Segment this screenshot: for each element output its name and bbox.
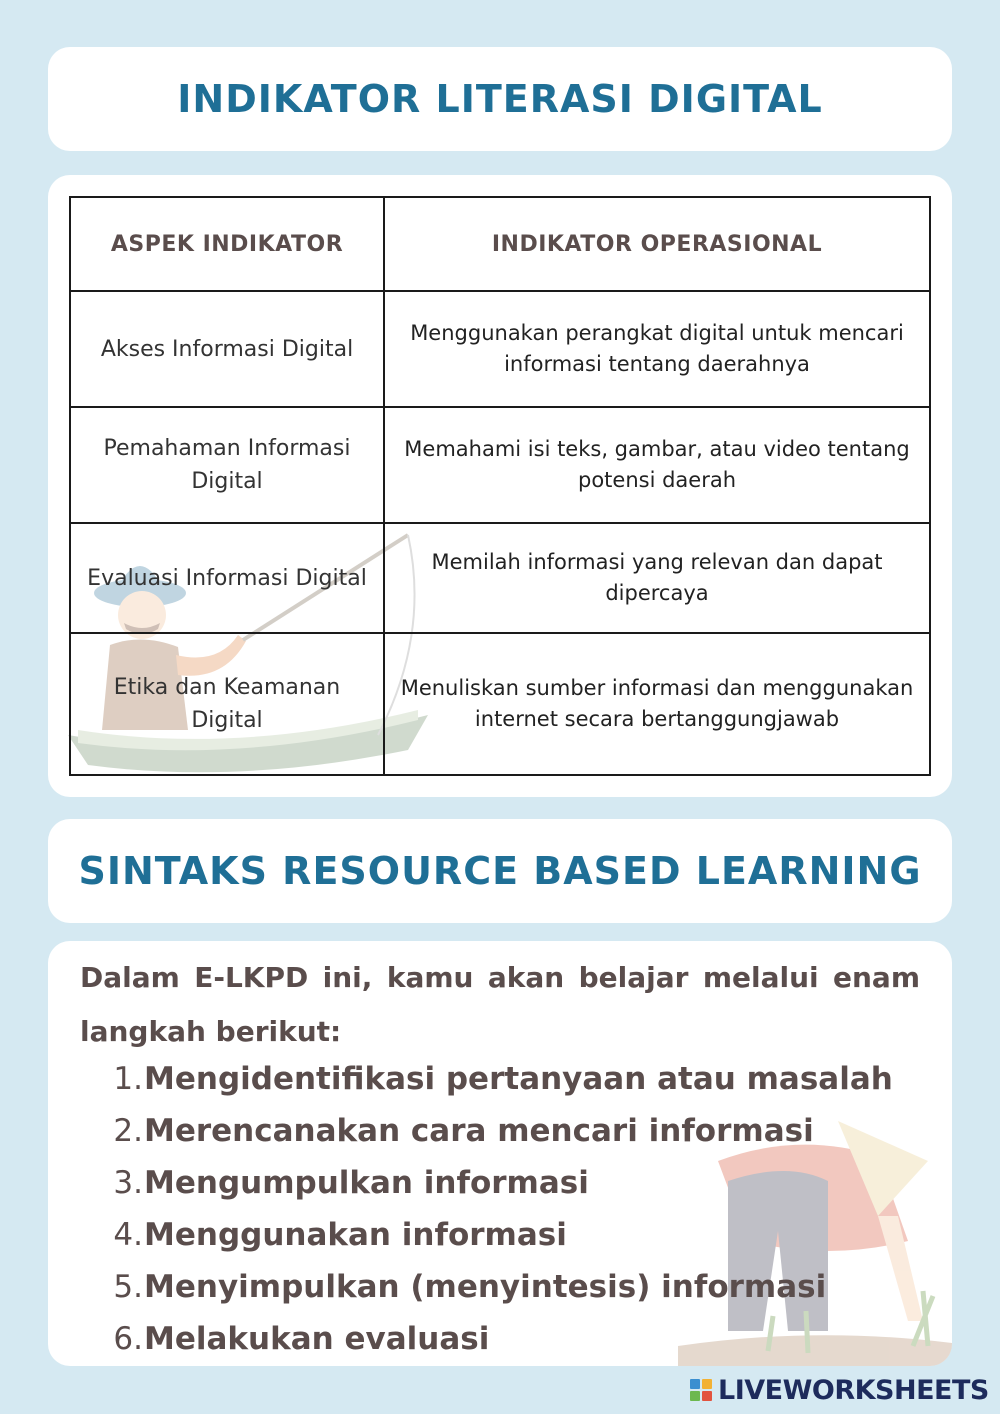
indicator-cell: Memahami isi teks, gambar, atau video tentang potensi daerah xyxy=(384,407,930,523)
section-title: INDIKATOR LITERASI DIGITAL xyxy=(177,77,823,121)
table-row xyxy=(70,291,930,407)
step-text: Mengumpulkan informasi xyxy=(144,1165,589,1201)
table-row xyxy=(70,523,930,633)
aspect-cell: Etika dan Keamanan Digital xyxy=(70,633,384,775)
header-aspect: ASPEK INDIKATOR xyxy=(70,197,384,291)
section-title-card xyxy=(48,819,952,923)
brand-name: LIVEWORKSHEETS xyxy=(718,1374,989,1406)
steps-intro: Dalam E-LKPD ini, kamu akan belajar melalui enam langkah berikut: xyxy=(80,961,920,1048)
indicator-cell: Memilah informasi yang relevan dan dapat dipercaya xyxy=(384,523,930,633)
step-number: 6. xyxy=(113,1321,143,1357)
liveworksheets-icon xyxy=(690,1379,712,1401)
indicator-cell: Menggunakan perangkat digital untuk mencari informasi tentang daerahnya xyxy=(384,291,930,407)
step-text: Merencanakan cara mencari informasi xyxy=(144,1113,814,1149)
step-number: 3. xyxy=(113,1165,143,1201)
step-number: 2. xyxy=(113,1113,143,1149)
farmer-illustration xyxy=(678,1121,952,1366)
aspect-cell: Pemahaman Informasi Digital xyxy=(70,407,384,523)
step-number: 1. xyxy=(113,1061,143,1097)
table-row xyxy=(70,407,930,523)
step-text: Menggunakan informasi xyxy=(144,1217,567,1253)
section-title: SINTAKS RESOURCE BASED LEARNING xyxy=(78,849,922,893)
liveworksheets-logo[interactable] xyxy=(690,1374,989,1406)
steps-card xyxy=(48,941,952,1366)
step-text: Melakukan evaluasi xyxy=(144,1321,490,1357)
aspect-cell: Akses Informasi Digital xyxy=(70,291,384,407)
section-title-card xyxy=(48,47,952,151)
table-header-row xyxy=(70,197,930,291)
header-indicator: INDIKATOR OPERASIONAL xyxy=(384,197,930,291)
step-number: 5. xyxy=(113,1269,143,1305)
indicator-table xyxy=(69,196,931,776)
indicator-cell: Menuliskan sumber informasi dan menggunakan internet secara bertanggungjawab xyxy=(384,633,930,775)
step-text: Mengidentifikasi pertanyaan atau masalah xyxy=(144,1061,893,1097)
step-text: Menyimpulkan (menyintesis) informasi xyxy=(144,1269,827,1305)
indicator-table-card xyxy=(48,175,952,797)
table-row xyxy=(70,633,930,775)
aspect-cell: Evaluasi Informasi Digital xyxy=(70,523,384,633)
step-number: 4. xyxy=(113,1217,143,1253)
